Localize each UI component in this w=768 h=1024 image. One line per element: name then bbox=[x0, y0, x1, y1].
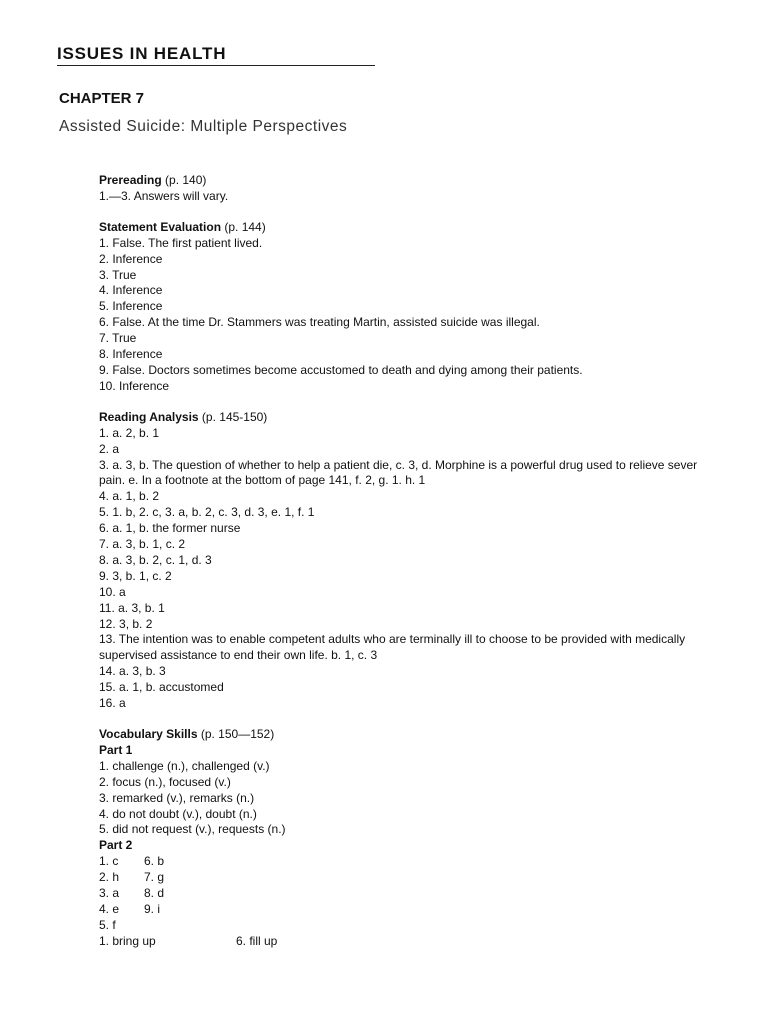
prereading-pages: (p. 140) bbox=[161, 173, 207, 187]
answer-row bbox=[99, 870, 709, 886]
answer-row bbox=[99, 918, 709, 934]
vocabulary-skills-pages: (p. 150—152) bbox=[197, 727, 275, 741]
list-item: 4. a. 1, b. 2 bbox=[99, 489, 160, 504]
part-1-heading: Part 1 bbox=[99, 742, 133, 757]
list-item: 8. Inference bbox=[99, 347, 163, 362]
list-item: 9. 3, b. 1, c. 2 bbox=[99, 568, 172, 583]
prereading-section bbox=[99, 173, 709, 205]
answer-row bbox=[99, 886, 709, 902]
list-item: 3. remarked (v.), remarks (n.) bbox=[99, 790, 255, 805]
reading-analysis-heading bbox=[99, 410, 709, 426]
list-item: 3. True bbox=[99, 267, 137, 282]
answer-cell: 8. d bbox=[144, 886, 165, 901]
answer-cell: 1. bring up bbox=[99, 933, 156, 948]
book-header-title: ISSUES IN HEALTH bbox=[57, 44, 227, 63]
list-item: 9. False. Doctors sometimes become accustomed to death and dying among their patients. bbox=[99, 362, 583, 377]
list-item: 6. a. 1, b. the former nurse bbox=[99, 521, 241, 536]
list-item: 2. focus (n.), focused (v.) bbox=[99, 774, 231, 789]
header-rule bbox=[57, 65, 375, 66]
list-item: 2. a bbox=[99, 441, 120, 456]
statement-evaluation-pages: (p. 144) bbox=[221, 219, 266, 234]
answer-key-content bbox=[99, 173, 709, 950]
answer-row bbox=[99, 934, 709, 950]
list-item: 3. a. 3, b. The question of whether to help a patient die, c. 3, d. Morphine is a powerful drug used to relieve sever pain. e. In a footnote at the bottom of page 141, f. 2, g. 1. h. 1 bbox=[99, 457, 698, 488]
answer-cell: 3. a bbox=[99, 886, 120, 901]
chapter-label: CHAPTER 7 bbox=[59, 90, 145, 107]
list-item: 4. Inference bbox=[99, 283, 163, 298]
answer-row bbox=[99, 854, 709, 870]
reading-analysis-pages: (p. 145-150) bbox=[198, 409, 268, 424]
list-item: 7. a. 3, b. 1, c. 2 bbox=[99, 537, 186, 552]
answer-cell: 6. b bbox=[144, 854, 165, 869]
prereading-heading bbox=[99, 173, 709, 189]
list-item: 14. a. 3, b. 3 bbox=[99, 664, 166, 679]
list-item: 5. did not request (v.), requests (n.) bbox=[99, 822, 286, 837]
list-item: 7. True bbox=[99, 331, 137, 346]
list-item: 1. challenge (n.), challenged (v.) bbox=[99, 758, 270, 773]
answer-cell: 5. f bbox=[99, 917, 116, 932]
list-item: 10. Inference bbox=[99, 378, 170, 393]
prereading-heading-label: Prereading bbox=[99, 173, 162, 187]
answer-cell: 2. h bbox=[99, 870, 120, 885]
list-item: 10. a bbox=[99, 584, 126, 599]
list-item: 11. a. 3, b. 1 bbox=[99, 600, 165, 615]
list-item: 2. Inference bbox=[99, 251, 163, 266]
list-item: 1. a. 2, b. 1 bbox=[99, 425, 160, 440]
answer-cell: 1. c bbox=[99, 854, 119, 869]
vocabulary-skills-section bbox=[99, 727, 709, 950]
answer-cell: 7. g bbox=[144, 870, 165, 885]
list-item: 13. The intention was to enable competent adults who are terminally ill to choose to be provided with medically supervised assistance to end their own life. b. 1, c. 3 bbox=[99, 632, 686, 663]
list-item: 15. a. 1, b. accustomed bbox=[99, 680, 224, 695]
list-item: 5. Inference bbox=[99, 299, 163, 314]
part-2-heading: Part 2 bbox=[99, 838, 133, 853]
vocabulary-skills-heading bbox=[99, 727, 709, 743]
answer-row bbox=[99, 902, 709, 918]
answer-cell: 9. i bbox=[144, 901, 161, 916]
reading-analysis-section bbox=[99, 410, 709, 712]
statement-evaluation-heading-label: Statement Evaluation bbox=[99, 219, 222, 234]
list-item: 6. False. At the time Dr. Stammers was treating Martin, assisted suicide was illegal. bbox=[99, 315, 540, 330]
list-item: 12. 3, b. 2 bbox=[99, 616, 153, 631]
list-item: 1. False. The first patient lived. bbox=[99, 235, 263, 250]
answer-cell: 4. e bbox=[99, 901, 120, 916]
chapter-title: Assisted Suicide: Multiple Perspectives bbox=[59, 118, 348, 135]
list-item: 4. do not doubt (v.), doubt (n.) bbox=[99, 806, 257, 821]
reading-analysis-heading-label: Reading Analysis bbox=[99, 409, 199, 424]
answer-cell: 6. fill up bbox=[236, 933, 278, 948]
vocabulary-skills-heading-label: Vocabulary Skills bbox=[99, 727, 198, 741]
list-item: 16. a bbox=[99, 696, 126, 711]
list-item: 8. a. 3, b. 2, c. 1, d. 3 bbox=[99, 552, 212, 567]
statement-evaluation-heading bbox=[99, 220, 709, 236]
list-item: 5. 1. b, 2. c, 3. a, b. 2, c. 3, d. 3, e. 1, f. 1 bbox=[99, 505, 315, 520]
list-item: 1.—3. Answers will vary. bbox=[99, 188, 229, 203]
statement-evaluation-section bbox=[99, 220, 709, 395]
